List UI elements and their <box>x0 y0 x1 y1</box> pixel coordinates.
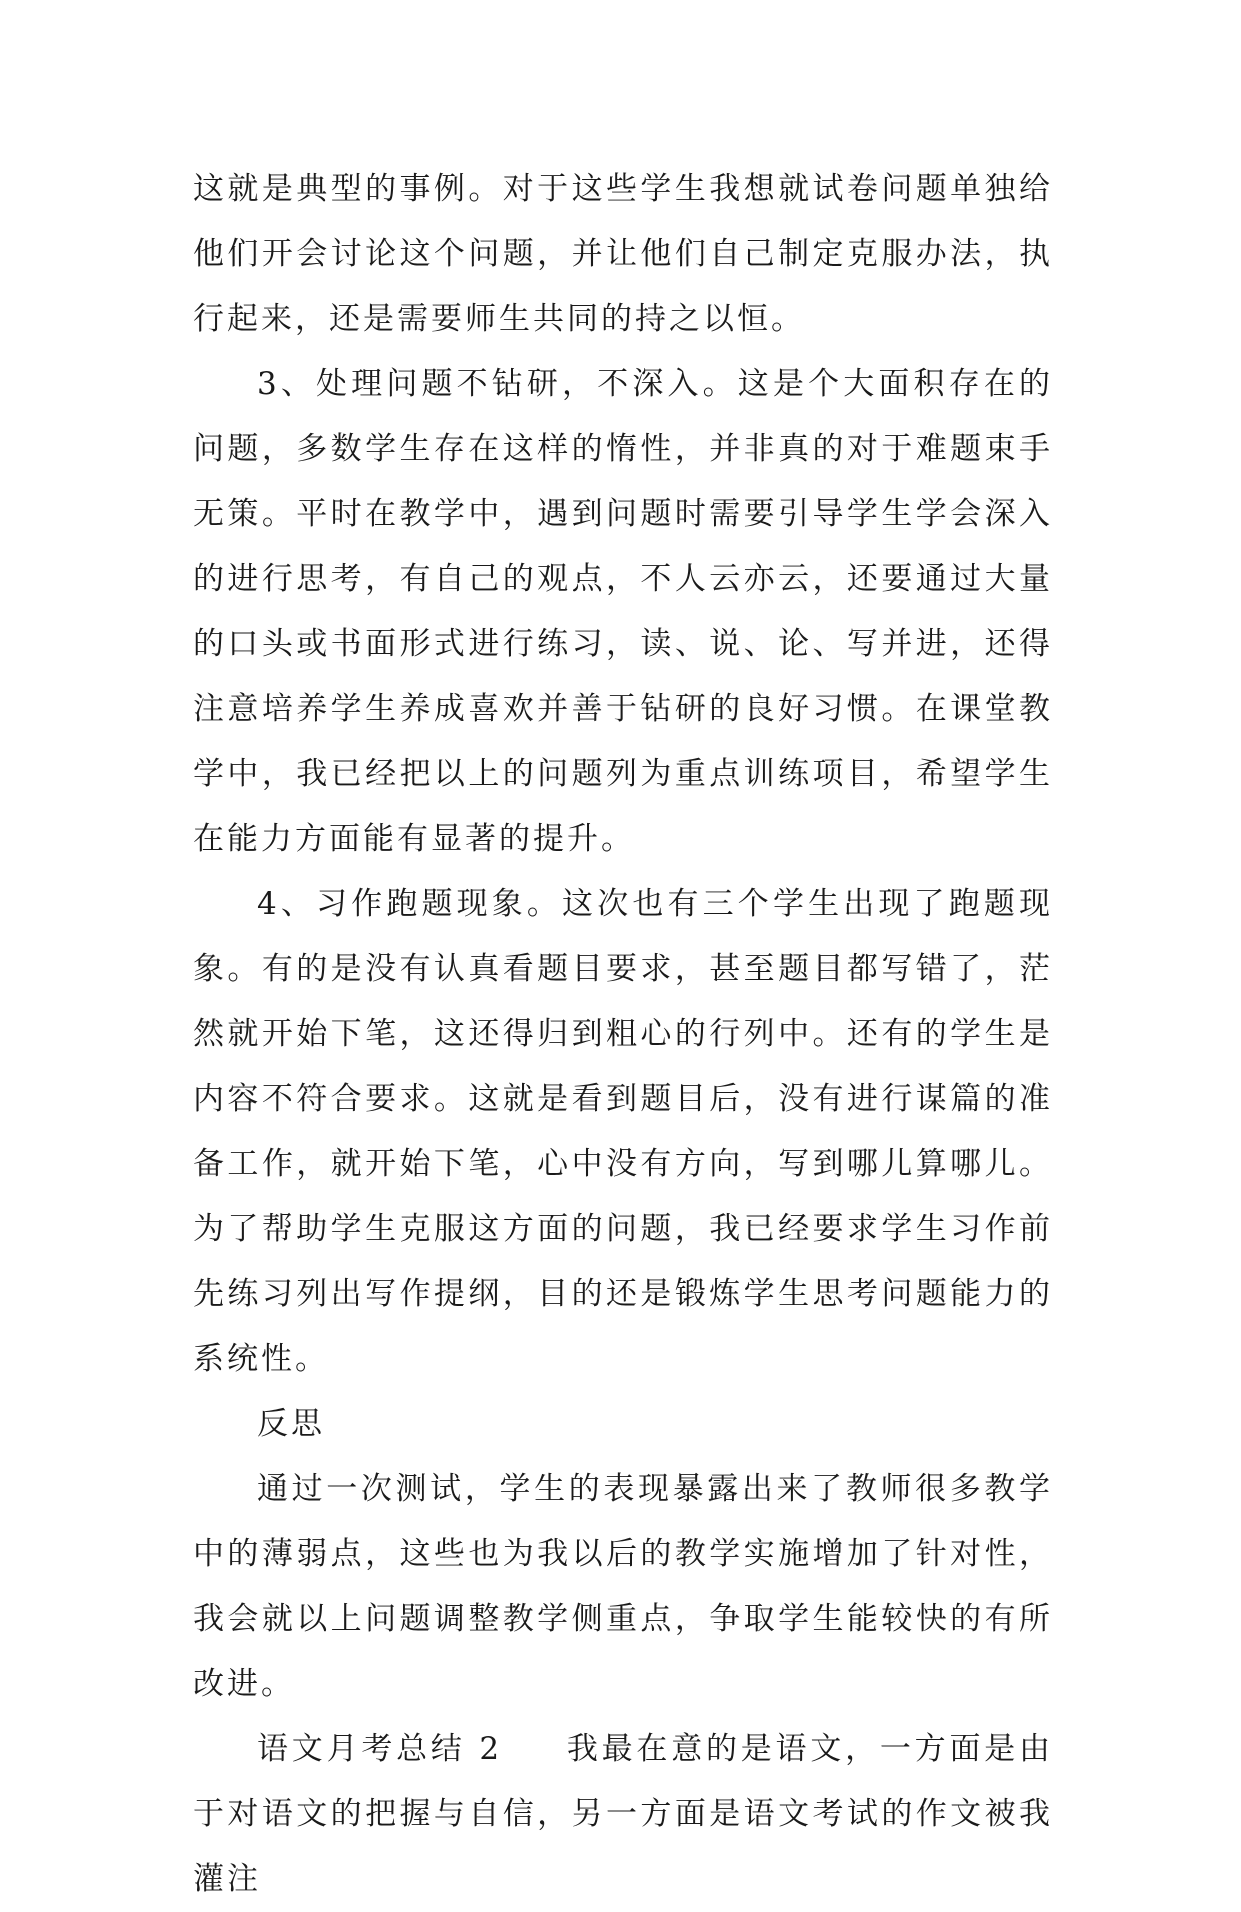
summary-2-body: 我最在意的是语文，一方面是由于对语文的把握与自信，另一方面是语文考试的作文被我灌注 <box>193 1731 1054 1897</box>
paragraph-reflection: 通过一次测试，学生的表现暴露出来了教师很多教学中的薄弱点，这些也为我以后的教学实施增加了针对性，我会就以上问题调整教学侧重点，争取学生能较快的有所改进。 <box>193 1471 1053 1702</box>
section-heading-reflection: 反思 <box>257 1406 325 1442</box>
paragraph-point-3: 3、处理问题不钻研，不深入。这是个大面积存在的问题，多数学生存在这样的惰性，并非真的对于难题束手无策。平时在教学中，遇到问题时需要引导学生学会深入的进行思考，有自己的观点，不人云亦云，还要通过大量的口头或书面形式进行练习，读、说、论、写并进，还得注意培养学生养成喜欢并善于钻研的良好习惯。在课堂教学中，我已经把以上的问题列为重点训练项目，希望学生在能力方面能有显著的提升。 <box>193 366 1053 857</box>
paragraph-continuation: 这就是典型的事例。对于这些学生我想就试卷问题单独给他们开会讨论这个问题，并让他们自己制定克服办法，执行起来，还是需要师生共同的持之以恒。 <box>193 171 1053 337</box>
summary-2-heading: 语文月考总结 2 <box>257 1731 503 1767</box>
paragraph-summary-2 <box>193 1717 1053 1912</box>
paragraph-point-4: 4、习作跑题现象。这次也有三个学生出现了跑题现象。有的是没有认真看题目要求，甚至题目都写错了，茫然就开始下笔，这还得归到粗心的行列中。还有的学生是内容不符合要求。这就是看到题目后，没有进行谋篇的准备工作，就开始下笔，心中没有方向，写到哪儿算哪儿。为了帮助学生克服这方面的问题，我已经要求学生习作前先练习列出写作提纲，目的还是锻炼学生思考问题能力的系统性。 <box>193 886 1053 1377</box>
document-page <box>193 157 1053 1912</box>
